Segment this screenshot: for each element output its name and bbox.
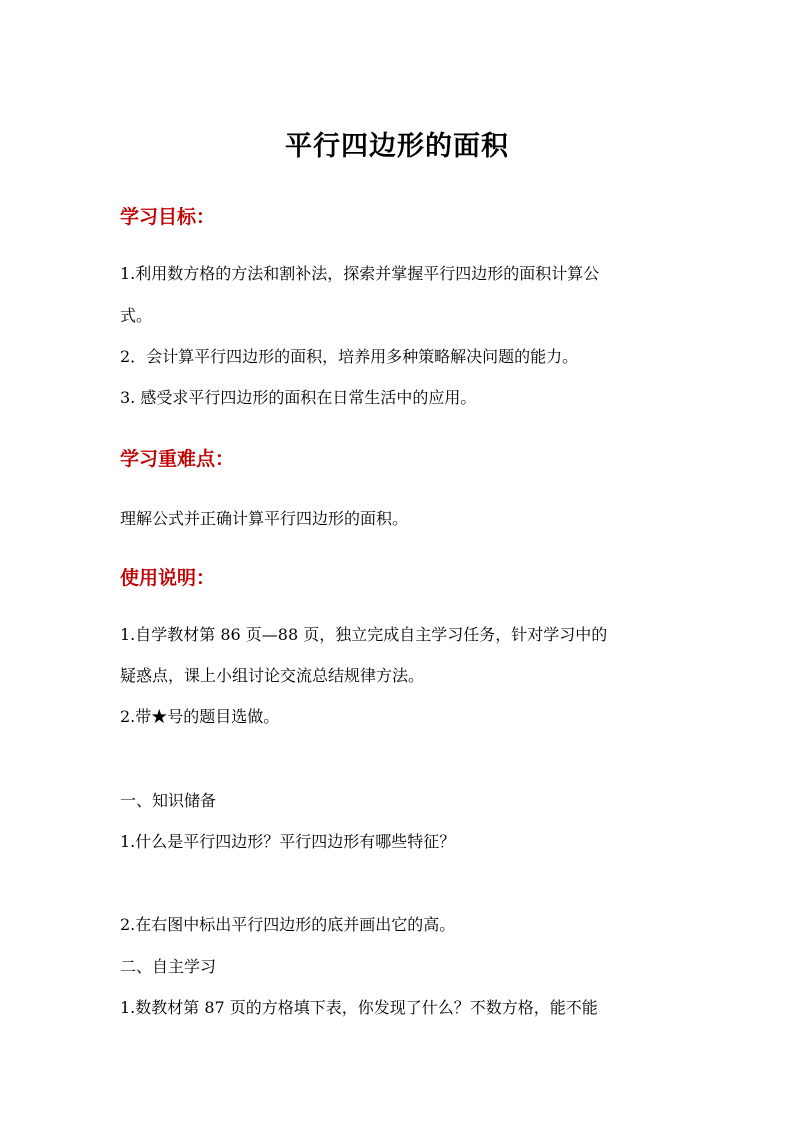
section1-item-2: 2.在右图中标出平行四边形的底并画出它的高。 — [120, 915, 456, 934]
objective-item-1: 1.利用数方格的方法和割补法，探索并掌握平行四边形的面积计算公 — [120, 264, 600, 283]
objective-item-1-continued: 式。 — [120, 306, 153, 325]
page-title: 平行四边形的面积 — [285, 131, 509, 162]
instruction-item-1-continued: 疑惑点，课上小组讨论交流总结规律方法。 — [120, 666, 425, 685]
section2-heading: 二、自主学习 — [120, 957, 217, 976]
instruction-item-2: 2.带★号的题目选做。 — [120, 707, 280, 726]
section1-heading: 一、知识储备 — [120, 791, 217, 810]
key-points-text: 理解公式并正确计算平行四边形的面积。 — [120, 509, 409, 528]
objective-item-2: 2．会计算平行四边形的面积，培养用多种策略解决问题的能力。 — [120, 347, 579, 366]
objectives-heading: 学习目标： — [120, 206, 216, 228]
objective-item-3: 3. 感受求平行四边形的面积在日常生活中的应用。 — [120, 388, 477, 407]
section1-item-1: 1.什么是平行四边形？平行四边形有哪些特征？ — [120, 832, 456, 851]
key-points-heading: 学习重难点： — [120, 448, 235, 470]
instruction-item-1: 1.自学教材第 86 页—88 页，独立完成自主学习任务，针对学习中的 — [120, 625, 608, 644]
instructions-heading: 使用说明： — [120, 567, 216, 589]
section2-item-1: 1.数教材第 87 页的方格填下表，你发现了什么？不数方格，能不能 — [120, 998, 598, 1017]
